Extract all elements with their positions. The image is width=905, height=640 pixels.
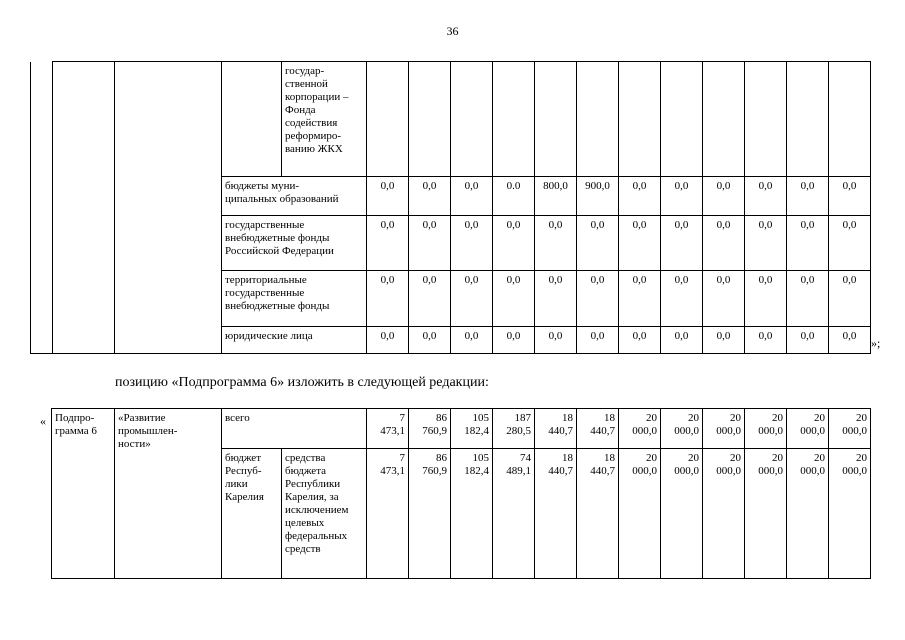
value-cell: 0,0 [829,216,871,271]
value-cell: 0,0 [409,327,451,354]
continuation-text: государ- ственной корпорации – Фонда содействия реформиро- ванию ЖКХ [282,62,367,177]
value-cell: 0,0 [451,271,493,327]
value-cell [409,62,451,177]
source-cell [222,62,282,177]
value-cell: 187 280,5 [493,409,535,449]
value-cell: 74 489,1 [493,449,535,579]
value-cell [577,62,619,177]
program-name-cell [53,62,115,354]
value-cell: 20 000,0 [619,409,661,449]
value-cell: 0,0 [661,177,703,216]
instruction-paragraph: позицию «Подпрограмма 6» изложить в следующей редакции: [115,375,489,390]
value-cell: 0,0 [367,177,409,216]
value-cell [619,62,661,177]
value-cell: 105 182,4 [451,409,493,449]
value-cell: 0,0 [577,216,619,271]
value-cell: 20 000,0 [703,449,745,579]
value-cell: 0,0 [787,271,829,327]
value-cell: 0,0 [367,216,409,271]
value-cell: 0,0 [493,327,535,354]
value-cell: 0,0 [661,271,703,327]
row-label: бюджеты муни- ципальных образований [222,177,367,216]
status-cell: Подпро- грамма 6 [52,409,115,579]
value-cell: 0,0 [409,216,451,271]
value-cell: 20 000,0 [829,409,871,449]
value-cell: 18 440,7 [577,449,619,579]
value-cell: 0,0 [661,216,703,271]
value-cell: 20 000,0 [787,449,829,579]
value-cell: 0,0 [451,177,493,216]
value-cell: 7 473,1 [367,449,409,579]
value-cell: 0,0 [577,271,619,327]
value-cell [787,62,829,177]
value-cell: 86 760,9 [409,409,451,449]
value-cell: 18 440,7 [577,409,619,449]
value-cell: 20 000,0 [745,449,787,579]
row-label: средства бюджета Республики Карелия, за исключением целевых федеральных средств [282,449,367,579]
funding-table-continued [30,61,871,354]
program-title-cell [115,62,222,354]
value-cell [451,62,493,177]
value-cell: 0,0 [745,177,787,216]
value-cell: 0,0 [451,216,493,271]
value-cell: 0,0 [745,271,787,327]
value-cell: 7 473,1 [367,409,409,449]
value-cell [493,62,535,177]
status-cell [31,62,53,354]
value-cell: 0,0 [787,177,829,216]
value-cell: 0,0 [703,216,745,271]
value-cell: 0,0 [409,177,451,216]
value-cell: 20 000,0 [829,449,871,579]
value-cell: 20 000,0 [787,409,829,449]
row-label: всего [222,409,367,449]
value-cell: 0,0 [829,271,871,327]
value-cell [703,62,745,177]
row-label: территориальные государственные внебюджетные фонды [222,271,367,327]
value-cell: 0,0 [493,271,535,327]
value-cell: 0,0 [535,271,577,327]
table-row [52,409,871,449]
program-name-cell: «Развитие промышлен- ности» [115,409,222,579]
value-cell [745,62,787,177]
value-cell: 0,0 [535,327,577,354]
value-cell: 0,0 [367,271,409,327]
value-cell: 800,0 [535,177,577,216]
value-cell [661,62,703,177]
value-cell: 0,0 [493,216,535,271]
value-cell: 0,0 [703,177,745,216]
value-cell: 0,0 [829,327,871,354]
value-cell: 0,0 [619,271,661,327]
value-cell: 0,0 [787,327,829,354]
value-cell: 20 000,0 [661,409,703,449]
closing-quote-mark: »; [871,336,881,350]
value-cell: 0,0 [745,327,787,354]
value-cell: 0,0 [703,327,745,354]
value-cell: 20 000,0 [619,449,661,579]
page-number: 36 [446,24,459,38]
value-cell [367,62,409,177]
subprogram-6-table [51,408,871,579]
row-label: государственные внебюджетные фонды Российской Федерации [222,216,367,271]
value-cell: 20 000,0 [661,449,703,579]
value-cell: 0,0 [619,216,661,271]
value-cell: 0,0 [577,327,619,354]
value-cell [535,62,577,177]
value-cell: 0,0 [451,327,493,354]
value-cell: 0,0 [619,177,661,216]
value-cell: 0.0 [493,177,535,216]
source-cell: бюджет Респуб- лики Карелия [222,449,282,579]
value-cell: 0,0 [829,177,871,216]
value-cell: 0,0 [367,327,409,354]
value-cell: 20 000,0 [703,409,745,449]
value-cell: 0,0 [787,216,829,271]
value-cell: 18 440,7 [535,449,577,579]
value-cell: 0,0 [703,271,745,327]
value-cell [829,62,871,177]
value-cell: 0,0 [745,216,787,271]
value-cell: 20 000,0 [745,409,787,449]
value-cell: 0,0 [409,271,451,327]
value-cell: 0,0 [661,327,703,354]
value-cell: 105 182,4 [451,449,493,579]
opening-quote-mark: « [40,414,46,428]
value-cell: 86 760,9 [409,449,451,579]
value-cell: 0,0 [535,216,577,271]
value-cell: 900,0 [577,177,619,216]
value-cell: 18 440,7 [535,409,577,449]
row-label: юридические лица [222,327,367,354]
value-cell: 0,0 [619,327,661,354]
